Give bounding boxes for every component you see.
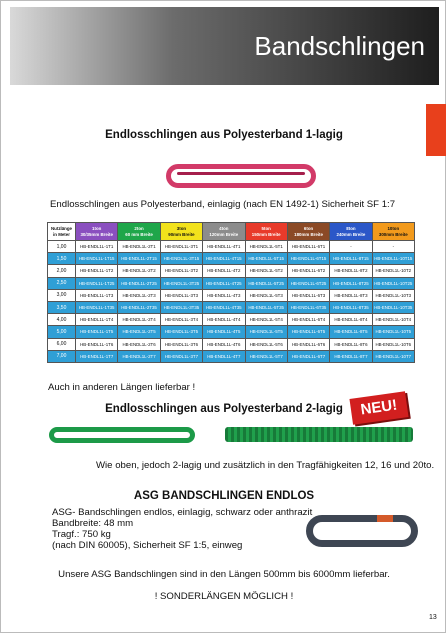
article-cell: HB-ENDL1L-3T4 bbox=[160, 314, 202, 326]
article-cell: HB-ENDL1L-10T6 bbox=[372, 338, 414, 350]
length-cell: 3,00 bbox=[48, 289, 76, 301]
col-ton: 5ton bbox=[261, 226, 271, 231]
article-cell: HB-ENDL1L-6T1 bbox=[287, 241, 329, 253]
article-cell: HB-ENDL1L-10T25 bbox=[372, 277, 414, 289]
article-cell: HB-ENDL1L-8T15 bbox=[330, 253, 372, 265]
article-cell: HB-ENDL1L-5T4 bbox=[245, 314, 287, 326]
article-cell: HB-ENDL1L-10T7 bbox=[372, 350, 414, 362]
article-cell: HB-ENDL1L-5T25 bbox=[245, 277, 287, 289]
col-width: 90mm Breite bbox=[168, 231, 195, 237]
col-ton: 10ton bbox=[387, 226, 400, 231]
col-ton: 2ton bbox=[134, 226, 144, 231]
col-ton: 4ton bbox=[219, 226, 229, 231]
article-cell: HB-ENDL1L-3T3 bbox=[160, 289, 202, 301]
table-row bbox=[48, 289, 415, 301]
col-width: 240mm Breite bbox=[336, 231, 366, 237]
new-badge: NEU! bbox=[349, 391, 408, 425]
table-header-row bbox=[48, 223, 415, 241]
col-ton: 1ton bbox=[92, 226, 102, 231]
section2-title: Endlosschlingen aus Polyesterband 2-lagig bbox=[105, 403, 343, 415]
special-lengths-note: ! SONDERLÄNGEN MÖGLICH ! bbox=[154, 591, 294, 602]
green-strap-image bbox=[225, 427, 413, 442]
article-cell: HB-ENDL1L-3T5 bbox=[160, 326, 202, 338]
article-cell: HB-ENDL1L-4T6 bbox=[203, 338, 245, 350]
section1-title: Endlosschlingen aus Polyesterband 1-lagig bbox=[105, 129, 343, 141]
table-row bbox=[48, 314, 415, 326]
article-cell: HB-ENDL1L-1T2 bbox=[76, 265, 118, 277]
table-row bbox=[48, 241, 415, 253]
article-cell: HB-ENDL1L-10T2 bbox=[372, 265, 414, 277]
article-cell: HB-ENDL1L-2T1 bbox=[118, 241, 160, 253]
page-title: Bandschlingen bbox=[254, 31, 425, 61]
article-cell: HB-ENDL1L-4T35 bbox=[203, 301, 245, 313]
section1-note: Auch in anderen Längen lieferbar ! bbox=[48, 382, 196, 393]
col-width: 30/35mm Breite bbox=[80, 231, 113, 237]
article-cell: - bbox=[330, 241, 372, 253]
table-header-length bbox=[48, 223, 76, 241]
article-cell: HB-ENDL1L-2T7 bbox=[118, 350, 160, 362]
article-cell: HB-ENDL1L-1T7 bbox=[76, 350, 118, 362]
length-cell: 1,50 bbox=[48, 253, 76, 265]
article-cell: HB-ENDL1L-6T4 bbox=[287, 314, 329, 326]
col-width: 300mm Breite bbox=[378, 231, 408, 237]
article-cell: HB-ENDL1L-5T3 bbox=[245, 289, 287, 301]
table-row bbox=[48, 326, 415, 338]
spec-table bbox=[47, 222, 415, 363]
article-cell: HB-ENDL1L-10T35 bbox=[372, 301, 414, 313]
article-cell: HB-ENDL1L-3T7 bbox=[160, 350, 202, 362]
length-cell: 1,00 bbox=[48, 241, 76, 253]
article-cell: HB-ENDL1L-8T5 bbox=[330, 326, 372, 338]
article-cell: HB-ENDL1L-4T25 bbox=[203, 277, 245, 289]
article-cell: HB-ENDL1L-2T25 bbox=[118, 277, 160, 289]
length-cell: 6,00 bbox=[48, 338, 76, 350]
section2-description: Wie oben, jedoch 2-lagig und zusätzlich in den Tragfähigkeiten 12, 16 und 20to. bbox=[96, 460, 435, 471]
article-cell: HB-ENDL1L-6T5 bbox=[287, 326, 329, 338]
table-header-2ton bbox=[118, 223, 160, 241]
length-cell: 3,50 bbox=[48, 301, 76, 313]
article-cell: HB-ENDL1L-5T1 bbox=[245, 241, 287, 253]
article-cell: HB-ENDL1L-3T1 bbox=[160, 241, 202, 253]
col-ton: 8ton bbox=[346, 226, 356, 231]
article-cell: HB-ENDL1L-8T25 bbox=[330, 277, 372, 289]
article-cell: HB-ENDL1L-1T1 bbox=[76, 241, 118, 253]
section1-description: Endlosschlingen aus Polyesterband, einlagig (nach EN 1492-1) Sicherheit SF 1:7 bbox=[50, 199, 396, 210]
article-cell: HB-ENDL1L-6T3 bbox=[287, 289, 329, 301]
article-cell: HB-ENDL1L-6T7 bbox=[287, 350, 329, 362]
article-cell: HB-ENDL1L-3T2 bbox=[160, 265, 202, 277]
article-cell: HB-ENDL1L-5T7 bbox=[245, 350, 287, 362]
length-cell: 7,00 bbox=[48, 350, 76, 362]
article-cell: HB-ENDL1L-8T4 bbox=[330, 314, 372, 326]
article-cell: HB-ENDL1L-3T25 bbox=[160, 277, 202, 289]
article-cell: HB-ENDL1L-1T3 bbox=[76, 289, 118, 301]
article-cell: HB-ENDL1L-8T35 bbox=[330, 301, 372, 313]
article-cell: HB-ENDL1L-4T5 bbox=[203, 326, 245, 338]
article-cell: HB-ENDL1L-10T3 bbox=[372, 289, 414, 301]
section3-title: ASG BANDSCHLINGEN ENDLOS bbox=[133, 490, 315, 502]
article-cell: HB-ENDL1L-10T4 bbox=[372, 314, 414, 326]
table-header-8ton bbox=[330, 223, 372, 241]
red-sling-image bbox=[166, 164, 316, 188]
article-cell: HB-ENDL1L-1T35 bbox=[76, 301, 118, 313]
article-cell: HB-ENDL1L-2T5 bbox=[118, 326, 160, 338]
article-cell: HB-ENDL1L-2T4 bbox=[118, 314, 160, 326]
table-row bbox=[48, 350, 415, 362]
table-row bbox=[48, 338, 415, 350]
asg-line-4: (nach DIN 60005), Sicherheit SF 1:5, einweg bbox=[52, 540, 243, 551]
article-cell: HB-ENDL1L-8T3 bbox=[330, 289, 372, 301]
col-width: 180mm Breite bbox=[294, 231, 323, 237]
article-cell: HB-ENDL1L-8T2 bbox=[330, 265, 372, 277]
asg-line-3: Tragf.: 750 kg bbox=[52, 529, 111, 540]
length-cell: 2,00 bbox=[48, 265, 76, 277]
article-cell: HB-ENDL1L-5T35 bbox=[245, 301, 287, 313]
article-cell: HB-ENDL1L-8T6 bbox=[330, 338, 372, 350]
black-sling-image bbox=[306, 515, 418, 547]
col-width: 150mm Breite bbox=[251, 231, 281, 237]
article-cell: HB-ENDL1L-6T25 bbox=[287, 277, 329, 289]
article-cell: HB-ENDL1L-6T15 bbox=[287, 253, 329, 265]
article-cell: HB-ENDL1L-5T6 bbox=[245, 338, 287, 350]
table-header-3ton bbox=[160, 223, 202, 241]
article-cell: HB-ENDL1L-6T35 bbox=[287, 301, 329, 313]
length-cell: 5,00 bbox=[48, 326, 76, 338]
asg-lengths-note: Unsere ASG Bandschlingen sind in den Längen 500mm bis 6000mm lieferbar. bbox=[58, 569, 390, 580]
article-cell: HB-ENDL1L-1T25 bbox=[76, 277, 118, 289]
article-cell: HB-ENDL1L-8T7 bbox=[330, 350, 372, 362]
article-cell: HB-ENDL1L-5T5 bbox=[245, 326, 287, 338]
green-sling-image bbox=[49, 427, 195, 443]
page-number: 13 bbox=[429, 614, 437, 621]
article-cell: HB-ENDL1L-2T2 bbox=[118, 265, 160, 277]
col-ton: 3ton bbox=[176, 226, 187, 231]
header-length-line1: Nutzlänge bbox=[51, 226, 72, 231]
length-cell: 2,50 bbox=[48, 277, 76, 289]
article-cell: HB-ENDL1L-2T3 bbox=[118, 289, 160, 301]
article-cell: HB-ENDL1L-3T6 bbox=[160, 338, 202, 350]
article-cell: HB-ENDL1L-5T15 bbox=[245, 253, 287, 265]
article-cell: HB-ENDL1L-4T1 bbox=[203, 241, 245, 253]
col-ton: 6ton bbox=[303, 226, 314, 231]
table-row bbox=[48, 301, 415, 313]
article-cell: HB-ENDL1L-2T6 bbox=[118, 338, 160, 350]
article-cell: - bbox=[372, 241, 414, 253]
article-cell: HB-ENDL1L-4T3 bbox=[203, 289, 245, 301]
table-row bbox=[48, 253, 415, 265]
article-cell: HB-ENDL1L-10T5 bbox=[372, 326, 414, 338]
article-cell: HB-ENDL1L-1T4 bbox=[76, 314, 118, 326]
article-cell: HB-ENDL1L-4T7 bbox=[203, 350, 245, 362]
article-cell: HB-ENDL1L-1T6 bbox=[76, 338, 118, 350]
asg-line-1: ASG- Bandschlingen endlos, einlagig, schwarz oder anthrazit bbox=[52, 507, 313, 518]
article-cell: HB-ENDL1L-3T15 bbox=[160, 253, 202, 265]
table-header-10ton bbox=[372, 223, 414, 241]
article-cell: HB-ENDL1L-1T15 bbox=[76, 253, 118, 265]
article-cell: HB-ENDL1L-10T15 bbox=[372, 253, 414, 265]
col-width: 120mm Breite bbox=[209, 231, 239, 237]
table-row bbox=[48, 265, 415, 277]
article-cell: HB-ENDL1L-1T5 bbox=[76, 326, 118, 338]
article-cell: HB-ENDL1L-4T2 bbox=[203, 265, 245, 277]
header-banner bbox=[10, 7, 439, 85]
header-length-line2: in Meter bbox=[53, 231, 70, 237]
article-cell: HB-ENDL1L-5T2 bbox=[245, 265, 287, 277]
table-header-1ton bbox=[76, 223, 118, 241]
table-header-4ton bbox=[203, 223, 245, 241]
article-cell: HB-ENDL1L-4T4 bbox=[203, 314, 245, 326]
table-header-5ton bbox=[245, 223, 287, 241]
article-cell: HB-ENDL1L-6T6 bbox=[287, 338, 329, 350]
article-cell: HB-ENDL1L-3T35 bbox=[160, 301, 202, 313]
table-row bbox=[48, 277, 415, 289]
col-width: 60 mm Breite bbox=[125, 231, 153, 237]
table-header-6ton bbox=[287, 223, 329, 241]
article-cell: HB-ENDL1L-6T2 bbox=[287, 265, 329, 277]
article-cell: HB-ENDL1L-4T15 bbox=[203, 253, 245, 265]
length-cell: 4,00 bbox=[48, 314, 76, 326]
table-body bbox=[48, 241, 415, 363]
asg-line-2: Bandbreite: 48 mm bbox=[52, 518, 134, 529]
article-cell: HB-ENDL1L-2T35 bbox=[118, 301, 160, 313]
article-cell: HB-ENDL1L-2T15 bbox=[118, 253, 160, 265]
